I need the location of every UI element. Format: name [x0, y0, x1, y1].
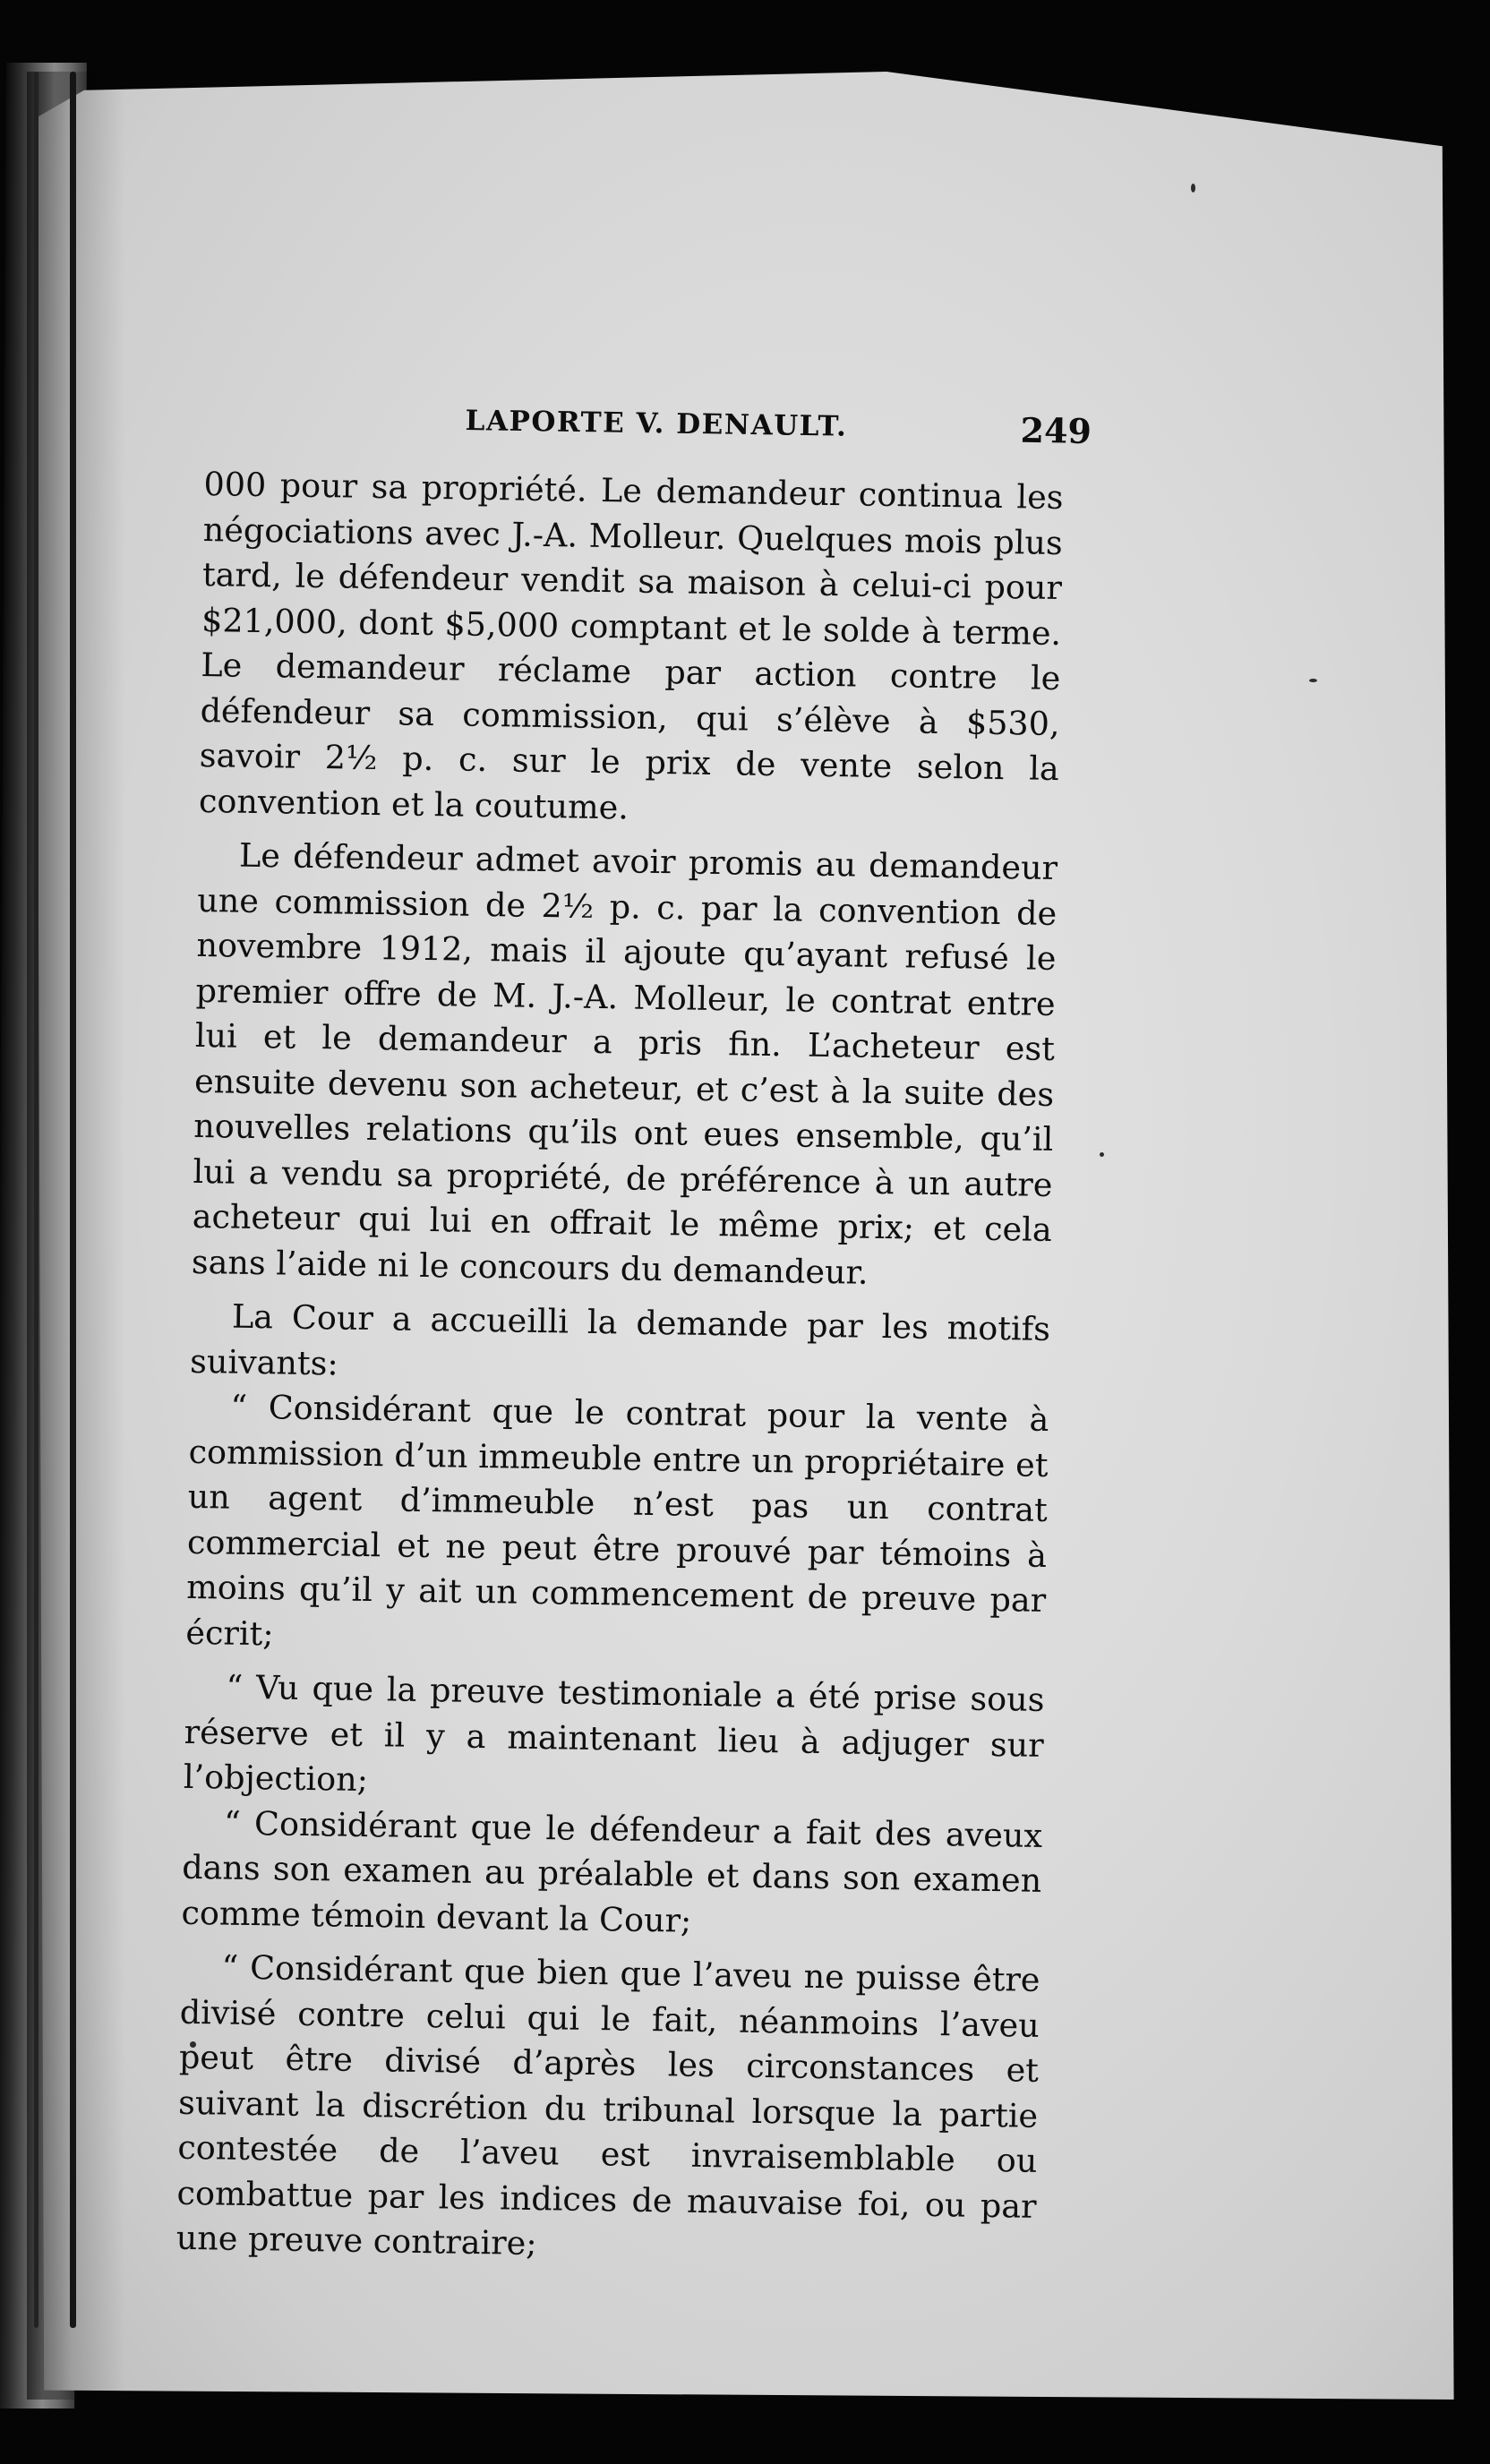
- paragraph: Le défendeur admet avoir promis au demandeur une commission de 2½ p. c. par la convention de novembre 1912, mais il ajoute qu’ayant refusé le premier offre de M. J.-A. Molleur, le contrat entre lui et le demandeur a pris fin. L’acheteur est ensuite devenu son acheteur, et c’est à la suite des nouvelles relations qu’ils ont eues ensemble, qu’il lui a vendu sa propriété, de préférence à un autre acheteur qui lui en offrait le même prix; et cela sans l’aide ni le concours du demandeur.: [191, 835, 1058, 1292]
- ink-speck: [1100, 1152, 1104, 1157]
- paragraph: La Cour a accueilli la demande par les motifs suivants:: [189, 1296, 1051, 1382]
- gutter-line: [70, 72, 76, 2328]
- ink-speck: [1191, 184, 1195, 192]
- paragraph: “ Considérant que bien que l’aveu ne puisse être divisé contre celui qui le fait, néanmoins l’aveu peut être divisé d’après les circonstances et suivant la discrétion du tribunal lorsque la partie contestée de l’aveu est invraisemblable ou combattue par les indices de mauvaise foi, ou par une preuve contraire;: [176, 1947, 1040, 2263]
- page-number: 249: [1020, 409, 1092, 451]
- ink-speck: [1309, 679, 1317, 682]
- body-text: [176, 462, 1063, 2274]
- gutter-shadow: [27, 72, 125, 2400]
- paragraph: “ Considérant que le défendeur a fait des aveux dans son examen au préalable et dans son examen comme témoin devant la Cour;: [181, 1803, 1043, 1940]
- paragraph: 000 pour sa propriété. Le demandeur continua les négociations avec J.-A. Molleur. Quelques mois plus tard, le défendeur vendit sa maison à celui-ci pour $21,000, dont $5,000 comptant et le solde à terme. Le demandeur réclame par action contre le défendeur sa commission, qui s’élève à $530, savoir 2½ p. c. sur le prix de vente selon la convention et la coutume.: [198, 464, 1064, 826]
- page-header: [465, 405, 1092, 461]
- running-head: LAPORTE V. DENAULT.: [465, 405, 848, 443]
- paragraph: “ Considérant que le contrat pour la vente à commission d’un immeuble entre un propriétaire et un agent d’immeuble n’est pas un contrat commercial et ne peut être prouvé par témoins à moins qu’il y ait un commencement de preuve par écrit;: [185, 1387, 1049, 1653]
- paragraph: “ Vu que la preuve testimoniale a été prise sous réserve et il y a maintenant lieu à adjuger sur l’objection;: [183, 1667, 1045, 1800]
- gutter-line: [34, 72, 39, 2328]
